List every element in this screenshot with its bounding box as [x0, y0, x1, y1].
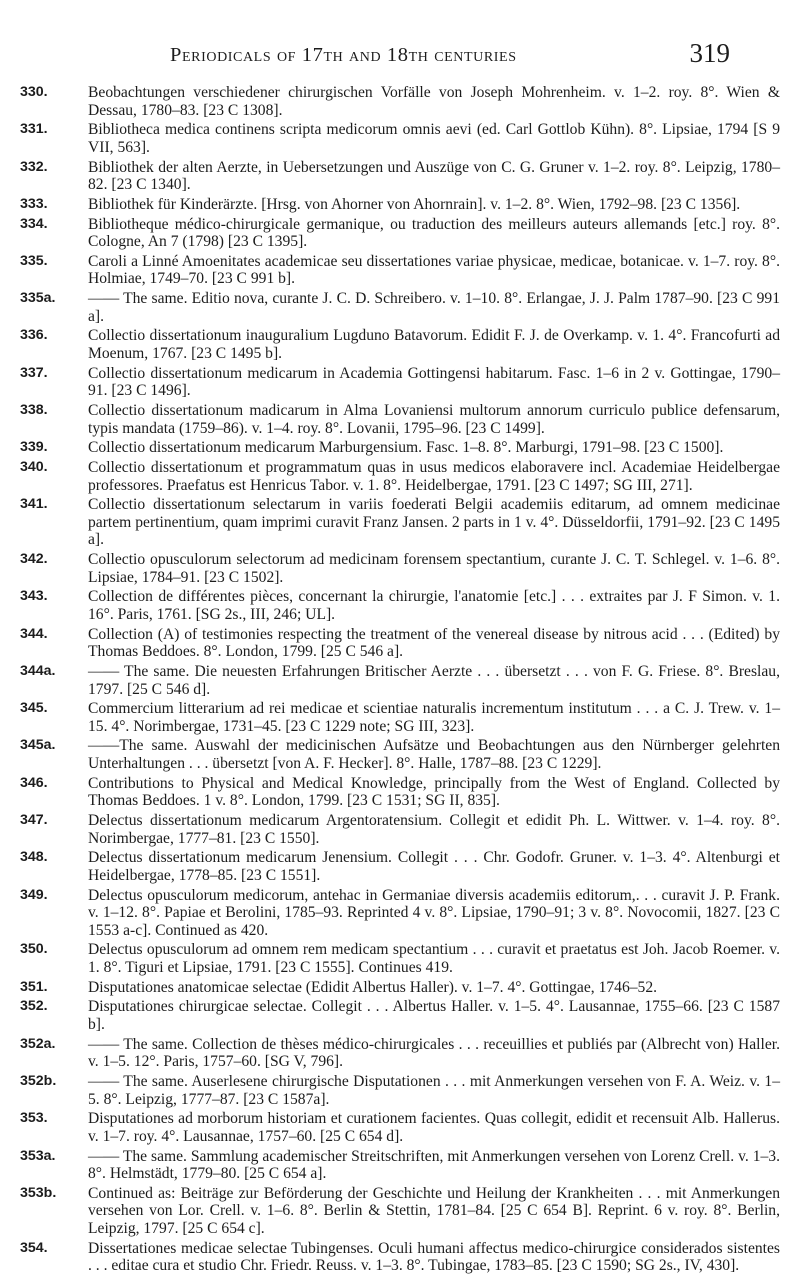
entry-text: Delectus dissertationum medicarum Argentoratensium. Collegit et edidit Ph. L. Wittwer. v. 1–4. roy. 8°. Norimbergae, 1777–81. [23 C 1550].: [88, 812, 780, 847]
entry-number: 335.: [20, 252, 48, 269]
entry-number: 352.: [20, 998, 48, 1015]
entry-text: Beobachtungen verschiedener chirurgischen Vorfälle von Joseph Mohrenheim. v. 1–2. roy. 8°. Wien & Dessau, 1780–83. [23 C 1308].: [88, 84, 780, 119]
entry-text: Collectio dissertationum madicarum in Alma Lovaniensi multorum annorum curriculo publice defensarum, typis mandata (1759–86). v. 1–4. roy. 8°. Lovanii, 1795–96. [23 C 1499].: [88, 401, 780, 437]
list-item: [20, 700, 780, 735]
entry-number: 342.: [20, 551, 48, 568]
entry-text: Collection de différentes pièces, concernant la chirurgie, l'anatomie [etc.] . . . extraites par J. F Simon. v. 1. 16°. Paris, 1761. [SG 2s., III, 246; UL].: [88, 588, 780, 623]
entry-text: Contributions to Physical and Medical Knowledge, principally from the West of England. Collected by Thomas Beddoes. 1 v. 8°. London, 1799. [23 C 1531; SG II, 835].: [88, 774, 780, 810]
entry-text: Delectus dissertationum medicarum Jenensium. Collegit . . . Chr. Godofr. Gruner. v. 1–3. 4°. Altenburgi et Heidelbergae, 1778–85. [23 C 1551].: [88, 849, 780, 884]
entry-number: 338.: [20, 401, 48, 418]
entry-text: Collectio dissertationum selectarum in variis foederati Belgii academiis editarum, ad omnem medicinae partem pertinentium, quam imprimi curavit Franz Jansen. 2 parts in 1 v. 4°. Düsseldorfii, 1791–92. [23 C 1495 a].: [88, 496, 780, 549]
entry-number: 331.: [20, 121, 48, 138]
list-item: [20, 496, 780, 549]
entry-number: 334.: [20, 215, 48, 232]
entry-number: 341.: [20, 496, 48, 513]
entry-number: 335a.: [20, 290, 56, 307]
list-item: [20, 439, 780, 457]
entry-text: Caroli a Linné Amoenitates academicae seu dissertationes variae physicae, medicae, botanicae. v. 1–7. roy. 8°. Holmiae, 1749–70. [23 C 991 b].: [88, 252, 780, 288]
entry-text: Bibliothek für Kinderärzte. [Hrsg. von Ahorner von Ahornrain]. v. 1–2. 8°. Wien, 1792–98. [23 C 1356].: [88, 195, 741, 213]
entry-number: 330.: [20, 84, 48, 100]
entry-number: 354.: [20, 1239, 48, 1256]
list-item: [20, 459, 780, 494]
list-item: [20, 1240, 780, 1275]
entry-number: 352a.: [20, 1035, 56, 1052]
list-item: [20, 196, 780, 214]
entry-number: 344.: [20, 625, 48, 642]
list-item: [20, 626, 780, 661]
entry-number: 345.: [20, 700, 48, 717]
entry-text: Delectus opusculorum medicorum, antehac in Germaniae diversis academiis editorum,. . . curavit J. P. Frank. v. 1–12. 8°. Papiae et Berolini, 1785–93. Reprinted 4 v. 8°. Lipsiae, 1790–91; 3 v. 8°. Novocomii, 1827. [23 C 1553 a-c]. Continued as 420.: [88, 886, 780, 939]
entry-number: 332.: [20, 158, 48, 175]
list-item: [20, 775, 780, 810]
list-item: [20, 402, 780, 437]
list-item: [20, 588, 780, 623]
entry-text: —— The same. Sammlung academischer Streitschriften, mit Anmerkungen versehen von Lorenz Crell. v. 1–3. 8°. Helmstädt, 1779–80. [25 C 654 a].: [88, 1147, 780, 1183]
list-item: [20, 551, 780, 586]
entry-text: Disputationes ad morborum historiam et curationem facientes. Quas collegit, edidit et recensuit Alb. Hallerus. v. 1–7. roy. 4°. Lausannae, 1757–60. [25 C 654 d].: [88, 1110, 780, 1145]
entry-text: Collectio dissertationum et programmatum quas in usus medicos elaboravere incl. Academiae Heidelbergae professores. Praefatus est Henricus Tabor. v. 1. 8°. Heidelbergae, 1791. [23 C 1497; SG III, 271].: [88, 458, 780, 494]
entry-list: [20, 84, 780, 1277]
list-item: [20, 327, 780, 362]
entry-number: 350.: [20, 941, 48, 958]
entry-number: 353a.: [20, 1147, 56, 1164]
list-item: [20, 253, 780, 288]
entry-text: Collectio dissertationum medicarum Marburgensium. Fasc. 1–8. 8°. Marburgi, 1791–98. [23 C 1500].: [88, 439, 724, 457]
entry-text: Disputationes chirurgicae selectae. Collegit . . . Albertus Haller. v. 1–5. 4°. Lausannae, 1755–66. [23 C 1587 b].: [88, 998, 780, 1034]
page-number: 319: [689, 38, 730, 68]
entry-text: Bibliotheque médico-chirurgicale germanique, ou traduction des meilleurs auteurs allemands [etc.] roy. 8°. Cologne, An 7 (1798) [23 C 1395].: [88, 215, 780, 251]
list-item: [20, 663, 780, 698]
entry-number: 352b.: [20, 1073, 57, 1089]
entry-number: 353b.: [20, 1184, 57, 1201]
list-item: [20, 737, 780, 772]
list-item: [20, 979, 780, 997]
entry-text: Bibliothek der alten Aerzte, in Uebersetzungen und Auszüge von C. G. Gruner v. 1–2. roy. 8°. Leipzig, 1780–82. [23 C 1340].: [88, 158, 780, 194]
entry-number: 347.: [20, 812, 48, 829]
entry-number: 339.: [20, 439, 48, 456]
entry-number: 348.: [20, 849, 48, 866]
entry-number: 336.: [20, 327, 48, 344]
list-item: [20, 1036, 780, 1071]
entry-text: —— The same. Editio nova, curante J. C. D. Schreibero. v. 1–10. 8°. Erlangae, J. J. Palm 1787–90. [23 C 991 a].: [88, 290, 780, 325]
list-item: [20, 998, 780, 1033]
entry-number: 337.: [20, 364, 48, 381]
running-header: [170, 38, 730, 72]
list-item: [20, 84, 780, 119]
entry-text: Collectio dissertationum medicarum in Academia Gottingensi habitarum. Fasc. 1–6 in 2 v. Gottingae, 1790–91. [23 C 1496].: [88, 364, 780, 400]
running-title: Periodicals of 17th and 18th centuries: [170, 44, 517, 66]
entry-number: 346.: [20, 774, 48, 791]
entry-number: 343.: [20, 588, 48, 605]
entry-number: 353.: [20, 1110, 48, 1127]
list-item: [20, 365, 780, 400]
entry-number: 345a.: [20, 737, 56, 754]
entry-text: Collectio dissertationum inauguralium Lugduno Batavorum. Edidit F. J. de Overkamp. v. 1. 4°. Francofurti ad Moenum, 1767. [23 C 1495 b].: [88, 327, 780, 362]
list-item: [20, 1110, 780, 1145]
entry-number: 333.: [20, 195, 48, 212]
entry-text: Continued as: Beiträge zur Beförderung der Geschichte und Heilung der Krankheiten . . . mit Anmerkungen versehen von Lor. Crell. v. 1–6. 8°. Berlin & Stettin, 1781–84. [25 C 654 B]. Reprint. 6 v. roy. 8°. Berlin, Leipzig, 1797. [25 C 654 c].: [88, 1184, 780, 1238]
entry-text: Bibliotheca medica continens scripta medicorum omnis aevi (ed. Carl Gottlob Kühn). 8°. Lipsiae, 1794 [S 9 VII, 563].: [88, 121, 780, 156]
entry-number: 340.: [20, 458, 48, 475]
entry-number: 351.: [20, 978, 48, 995]
list-item: [20, 887, 780, 940]
list-item: [20, 290, 780, 325]
list-item: [20, 121, 780, 156]
entry-text: —— The same. Die neuesten Erfahrungen Britischer Aerzte . . . übersetzt . . . von F. G. Friese. 8°. Breslau, 1797. [25 C 546 d].: [88, 662, 780, 698]
list-item: [20, 941, 780, 976]
list-item: [20, 1185, 780, 1238]
list-item: [20, 1148, 780, 1183]
list-item: [20, 216, 780, 251]
entry-text: —— The same. Collection de thèses médico-chirurgicales . . . receuillies et publiés par (Albrecht von) Haller. v. 1–5. 12°. Paris, 1757–60. [SG V, 796].: [88, 1035, 780, 1071]
list-item: [20, 849, 780, 884]
entry-number: 344a.: [20, 662, 56, 679]
list-item: [20, 1073, 780, 1108]
list-item: [20, 159, 780, 194]
entry-text: Commercium litterarium ad rei medicae et scientiae naturalis incrementum institutum . . . a C. J. Trew. v. 1–15. 4°. Norimbergae, 1731–45. [23 C 1229 note; SG III, 323].: [88, 700, 780, 735]
entry-text: Collection (A) of testimonies respecting the treatment of the venereal disease by nitrous acid . . . (Edited) by Thomas Beddoes. 8°. London, 1799. [25 C 546 a].: [88, 625, 780, 661]
entry-text: Collectio opusculorum selectorum ad medicinam forensem spectantium, curante J. C. T. Schlegel. v. 1–6. 8°. Lipsiae, 1784–91. [23 C 1502].: [88, 551, 780, 586]
list-item: [20, 812, 780, 847]
entry-text: Delectus opusculorum ad omnem rem medicam spectantium . . . curavit et praetatus est Joh. Jacob Roemer. v. 1. 8°. Tiguri et Lipsiae, 1791. [23 C 1555]. Continues 419.: [88, 941, 780, 977]
entry-text: ——The same. Auswahl der medicinischen Aufsätze und Beobachtungen aus den Nürnberger gelehrten Unterhaltungen . . . übersetzt [von A. F. Hecker]. 8°. Halle, 1787–88. [23 C 1229].: [88, 737, 780, 773]
entry-number: 349.: [20, 886, 48, 903]
entry-text: Disputationes anatomicae selectae (Edidit Albertus Haller). v. 1–7. 4°. Gottingae, 1746–52.: [88, 978, 658, 996]
entry-text: —— The same. Auserlesene chirurgische Disputationen . . . mit Anmerkungen versehen von F. A. Weiz. v. 1–5. 8°. Leipzig, 1777–87. [23 C 1587a].: [88, 1073, 780, 1108]
entry-text: Dissertationes medicae selectae Tubingenses. Oculi humani affectus medico-chirurgice considerados sistentes . . . editae cura et studio Chr. Friedr. Reuss. v. 1–3. 8°. Tubingae, 1783–85. [23 C 1590; SG 2s., IV, 430].: [88, 1239, 780, 1275]
